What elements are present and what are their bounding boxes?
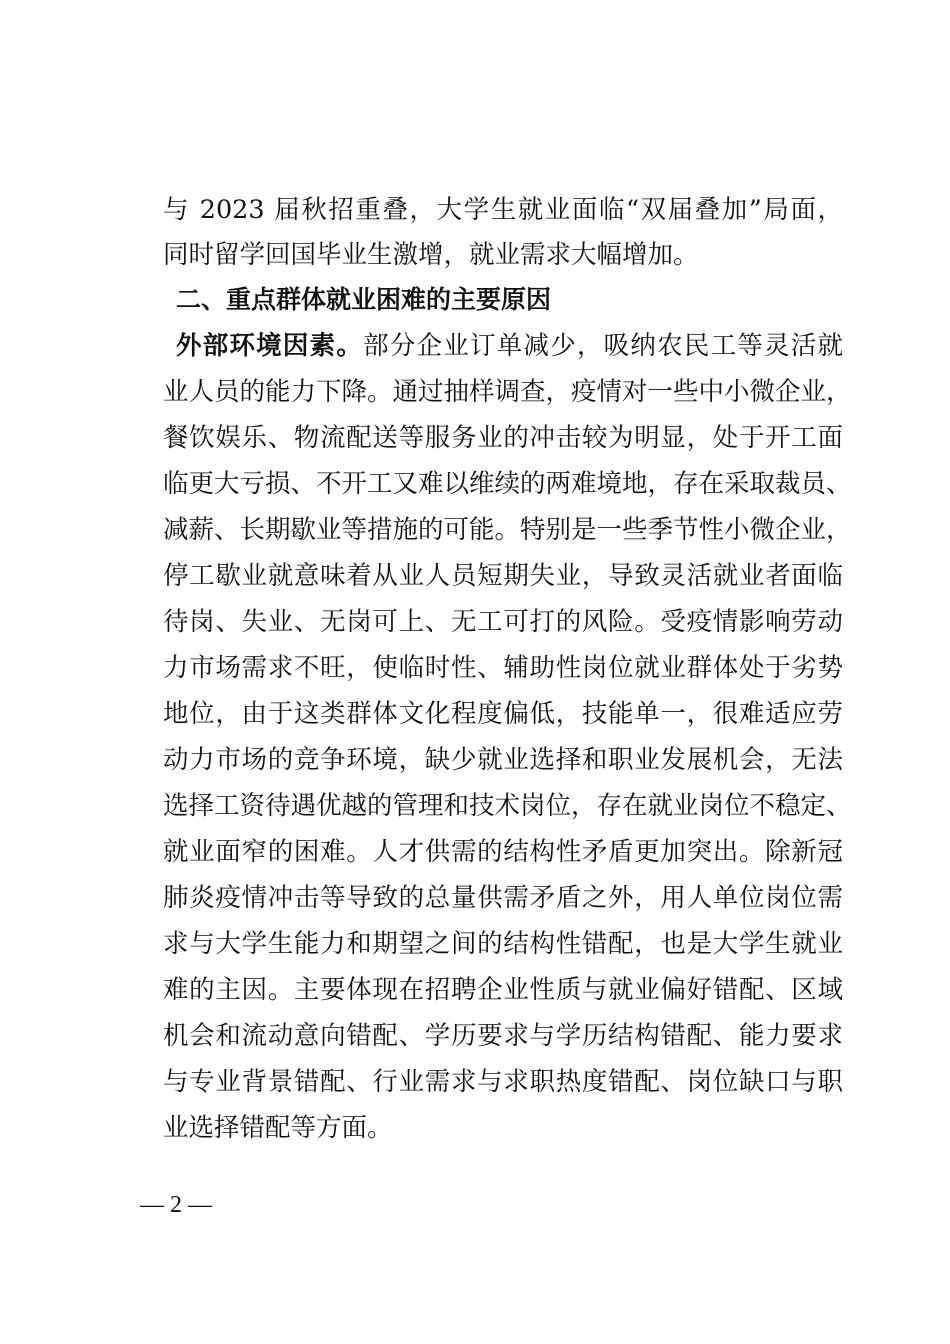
paragraph-line: 机会和流动意向错配、学历要求与学历结构错配、能力要求 [163, 1021, 843, 1051]
paragraph-line: 餐饮娱乐、物流配送等服务业的冲击较为明显，处于开工面 [163, 423, 843, 453]
paragraph-line: 业人员的能力下降。通过抽样调查，疫情对一些中小微企业， [163, 377, 852, 407]
paragraph-line: 与 2023 届秋招重叠，大学生就业面临“双届叠加”局面， [163, 195, 843, 225]
paragraph-line: 难的主因。主要体现在招聘企业性质与就业偏好错配、区域 [163, 975, 843, 1005]
section-heading: 二、重点群体就业困难的主要原因 [176, 285, 552, 314]
paragraph-lead: 外部环境因素。 [176, 331, 364, 361]
paragraph-line-rest: 部分企业订单减少，吸纳农民工等灵活就 [363, 331, 843, 361]
paragraph-line: 临更大亏损、不开工又难以维续的两难境地，存在采取裁员、 [163, 469, 852, 499]
paragraph-line: 求与大学生能力和期望之间的结构性错配，也是大学生就业 [163, 929, 843, 959]
paragraph-line: 就业面窄的困难。人才供需的结构性矛盾更加突出。除新冠 [163, 837, 843, 867]
paragraph-line: 力市场需求不旺，使临时性、辅助性岗位就业群体处于劣势 [163, 653, 843, 683]
paragraph-line: 肺炎疫情冲击等导致的总量供需矛盾之外，用人单位岗位需 [163, 883, 843, 913]
paragraph-line: 业选择错配等方面。 [163, 1113, 393, 1143]
paragraph-line: 选择工资待遇优越的管理和技术岗位，存在就业岗位不稳定、 [163, 791, 852, 821]
paragraph-first-line [176, 330, 843, 362]
paragraph-line: 减薪、长期歇业等措施的可能。特别是一些季节性小微企业， [163, 515, 852, 545]
paragraph-line: 地位，由于这类群体文化程度偏低，技能单一，很难适应劳 [163, 699, 843, 729]
page-number: — 2 — [140, 1192, 212, 1218]
paragraph-line: 与专业背景错配、行业需求与求职热度错配、岗位缺口与职 [163, 1067, 843, 1097]
paragraph-line: 待岗、失业、无岗可上、无工可打的风险。受疫情影响劳动 [163, 607, 843, 637]
paragraph-line: 停工歇业就意味着从业人员短期失业，导致灵活就业者面临 [163, 561, 843, 591]
paragraph-line: 动力市场的竞争环境，缺少就业选择和职业发展机会，无法 [163, 745, 843, 775]
paragraph-line: 同时留学回国毕业生激增，就业需求大幅增加。 [163, 240, 699, 270]
